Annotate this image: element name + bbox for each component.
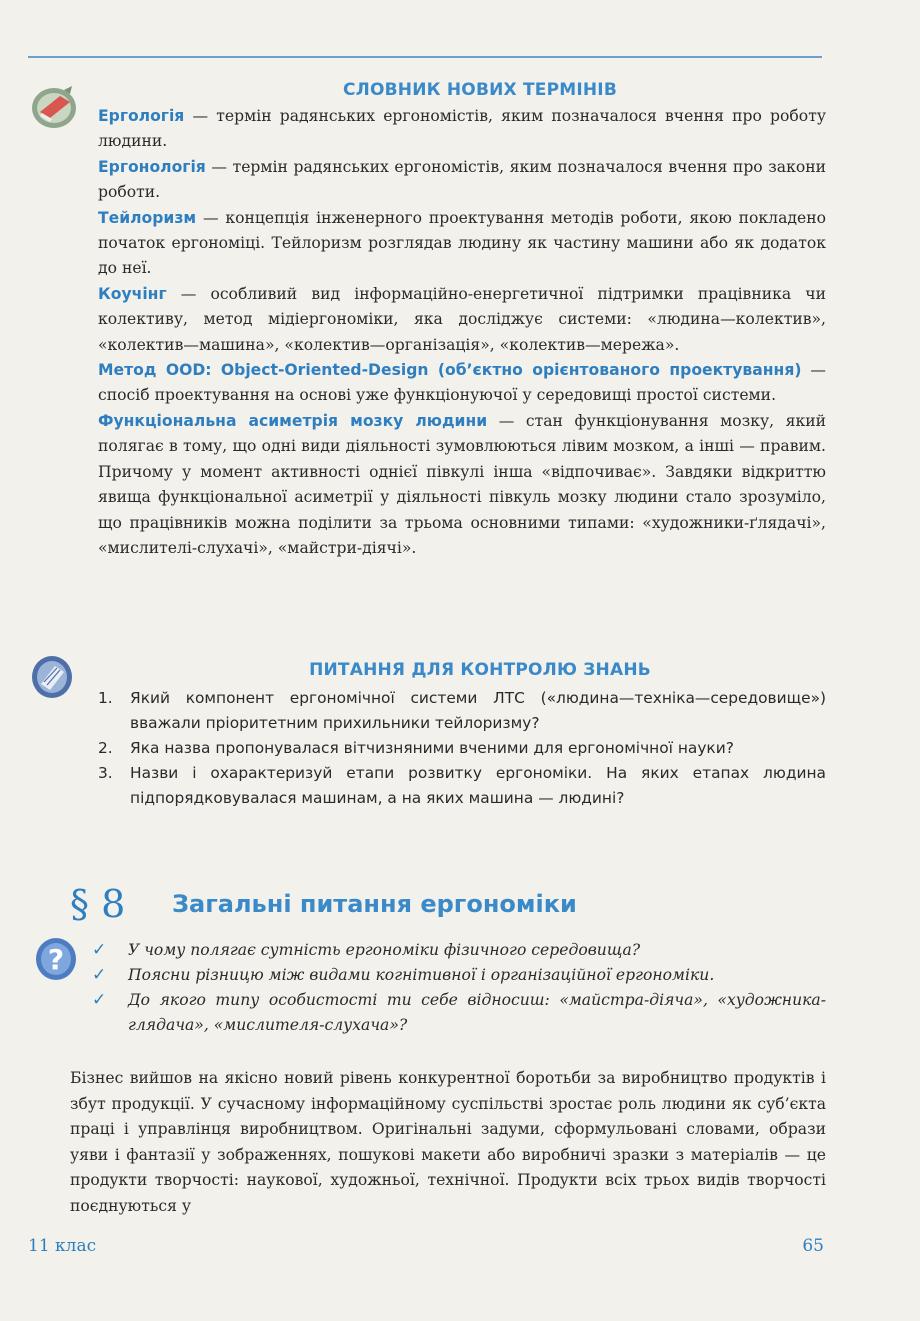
glossary-term: Тейлоризм xyxy=(98,208,197,227)
glossary-definition: — стан функціонування мозку, який полягає в тому, що одні види діяльності зумовлюються лівим мозком, а інші — правим. Причому у момент активності однієї півкулі інша «відпочиває». Завдяки відкриттю явища функціональної асиметрії у діяльності півкуль мозку людини стало зрозуміло, що працівників можна поділити за трьома основними типами: «художники-ґлядачі», «мислителі-слухачі», «майстри-діячі». xyxy=(98,411,826,557)
question-item xyxy=(98,736,826,761)
glossary-entry xyxy=(98,282,826,358)
glossary-term: Метод OOD: Object-Oriented-Design (об’єктно орієнтованого проектування) xyxy=(98,361,802,380)
svg-text:?: ? xyxy=(47,943,65,976)
paragraph-title: Загальні питання ергономіки xyxy=(172,890,577,918)
checkmark-icon: ✓ xyxy=(92,940,107,960)
glossary-definition: — спосіб проектування на основі уже функціонуючої у середовищі простої системи. xyxy=(98,361,826,405)
grade-label: 11 клас xyxy=(28,1236,97,1256)
glossary-term: Функціональна асиметрія мозку людини xyxy=(98,411,488,430)
glossary-term: Ергологія xyxy=(98,107,185,125)
glossary-entry xyxy=(98,409,826,561)
preview-question xyxy=(92,963,826,988)
question-number: 1. xyxy=(98,689,113,707)
paragraph-sign: § 8 xyxy=(70,882,126,926)
body-paragraph: Бізнес вийшов на якісно новий рівень конкурентної боротьби за виробництво продуктів і збут продукції. У сучасному інформаційному суспільстві зростає роль людини як суб’єкта праці і управлінця виробництвом. Оригінальні задуми, сформульовані словами, образи уяви і фантазії у зображеннях, пошукові макети або виробничі зразки з матеріалів — це продукти творчості: наукової, художньої, технічної. Продукти всіх трьох видів творчості поєднуються у xyxy=(70,1069,826,1215)
preview-question-text: Поясни різницю між видами когнітивної і організаційної ергономіки. xyxy=(128,966,715,984)
glossary-entry xyxy=(98,358,826,409)
question-text: Який компонент ергономічної системи ЛТС («людина—техніка—середовище») вважали пріоритетним прихильники тейлоризму? xyxy=(130,689,826,732)
preview-question xyxy=(92,988,826,1038)
control-questions-list xyxy=(98,686,826,811)
question-item xyxy=(98,761,826,811)
glossary-list xyxy=(98,104,826,561)
glossary-title: СЛОВНИК НОВИХ ТЕРМІНІВ xyxy=(343,80,617,100)
glossary-definition: — термін радянських ергономістів, яким позначалося вчення про роботу людини. xyxy=(98,107,826,151)
question-mark-icon xyxy=(34,936,78,982)
glossary-entry xyxy=(98,104,826,155)
top-rule xyxy=(28,56,822,58)
preview-question xyxy=(92,938,826,963)
question-text: Назви і охарактеризуй етапи розвитку ергономіки. На яких етапах людина підпорядковувалася машинам, а на яких машина — людині? xyxy=(130,764,826,807)
preview-question-text: До якого типу особистості ти себе відносиш: «майстра-діяча», «художника-глядача», «мислителя-слухача»? xyxy=(128,991,826,1034)
question-number: 2. xyxy=(98,739,113,757)
glossary-definition: — особливий вид інформаційно-енергетичної підтримки працівника чи колективу, метод мідіергономіки, яка досліджує системи: «людина—колектив», «колектив—машина», «колектив—організація», «колектив—мережа». xyxy=(98,284,826,354)
glossary-entry xyxy=(98,206,826,282)
glossary-term: Ергонологія xyxy=(98,157,206,176)
paragraph-heading xyxy=(70,874,577,934)
checkmark-icon: ✓ xyxy=(92,990,107,1010)
question-text: Яка назва пропонувалася вітчизняними вченими для ергономічної науки? xyxy=(130,739,734,757)
preview-question-text: У чому полягає сутність ергономіки фізичного середовища? xyxy=(128,941,641,959)
page-number: 65 xyxy=(802,1236,824,1256)
glossary-definition: — термін радянських ергономістів, яким позначалося вчення про закони роботи. xyxy=(98,157,826,202)
glossary-definition: — концепція інженерного проектування методів роботи, якою покладено початок ергономіці. Тейлоризм розглядав людину як частину машини або як додаток до неї. xyxy=(98,208,826,278)
checkmark-icon: ✓ xyxy=(92,965,107,985)
glossary-term: Коучінг xyxy=(98,284,167,303)
question-item xyxy=(98,686,826,736)
control-title: ПИТАННЯ ДЛЯ КОНТРОЛЮ ЗНАНЬ xyxy=(309,660,651,680)
preview-questions-list xyxy=(92,938,826,1038)
glossary-entry xyxy=(98,155,826,206)
question-number: 3. xyxy=(98,764,113,782)
